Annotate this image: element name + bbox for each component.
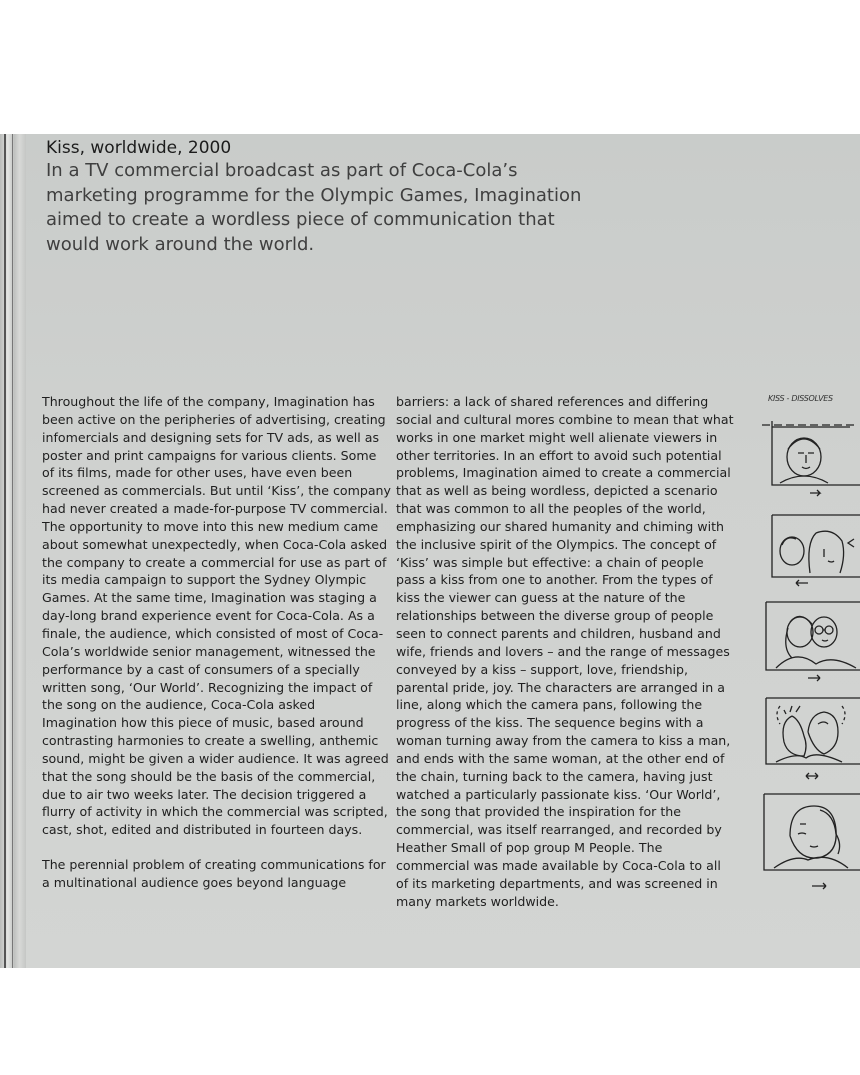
article-heading: Kiss, worldwide, 2000 (46, 138, 232, 158)
body-paragraph: Throughout the life of the company, Imagination has been active on the peripheries of advertising, creating infomercials and designing sets for TV ads, as well as poster and print campaigns for various clients. Some of its films, made for other uses, have even been screened as commercials. But until ‘Kiss’, the company had never created a made-for-purpose TV commercial. The opportunity to move into this new medium came about somewhat unexpectedly, when Coca-Cola asked the company to create a commercial for use as part of its media campaign to support the Sydney Olympic Games. At the same time, Imagination was staging a day-long brand experience event for Coca-Cola. As a finale, the audience, which consisted of most of Coca-Cola’s worldwide senior management, witnessed the performance by a cast of consumers of a specially written song, ‘Our World’. Recognizing the impact of the song on the audience, Coca-Cola asked Imagination how this piece of music, based around contrasting harmonies to create a swelling, anthemic sound, might be given a wider audience. It was agreed that the song should be the basis of the commercial, due to air two weeks later. The decision triggered a flurry of activity in which the commercial was scripted, cast, shot, edited and distributed in fourteen days. (42, 394, 391, 838)
storyboard-frame-couple (762, 598, 860, 686)
binding-edge-line (12, 134, 13, 968)
body-column-left (42, 393, 392, 909)
article-lead: In a TV commercial broadcast as part of Coca-Cola’s marketing programme for the Olympic Games, Imagination aimed to create a wordless piece of communication that would work around the world. (46, 160, 582, 255)
book-binding (0, 134, 26, 968)
book-page (0, 134, 860, 968)
body-paragraph: The perennial problem of creating communications for a multinational audience goes beyond language (42, 857, 386, 890)
binding-edge-line (4, 134, 6, 968)
storyboard-frame-woman-turns (766, 509, 860, 591)
storyboard-frame-woman-returns (760, 790, 860, 900)
body-paragraph: barriers: a lack of shared references and differing social and cultural mores combine to mean that what works in one market might well alienate viewers in other territories. In an effort to avoid such potential problems, Imagination aimed to create a commercial that as well as being wordless, depicted a scenario that was common to all the peoples of the world, emphasizing our shared humanity and chiming with the inclusive spirit of the Olympics. The concept of ‘Kiss’ was simple but effective: a chain of people pass a kiss from one to another. From the types of kiss the viewer can guess at the nature of the relationships between the diverse group of people seen to connect parents and children, husband and wife, friends and lovers – and the range of messages conveyed by a kiss – support, love, friendship, parental pride, joy. The characters are arranged in a line, along which the camera pans, following the progress of the kiss. The sequence begins with a woman turning away from the camera to kiss a man, and ends with the same woman, at the other end of the chain, turning back to the camera, having just watched a particularly passionate kiss. ‘Our World’, the song that provided the inspiration for the commercial, was itself rearranged, and recorded by Heather Small of pop group M People. The commercial was made available by Coca-Cola to all of its marketing departments, and was screened in many markets worldwide. (396, 394, 734, 909)
storyboard-frame-kiss (762, 692, 860, 782)
storyboard-frame-woman-face (760, 419, 860, 501)
body-column-right (396, 393, 736, 927)
storyboard-caption: KISS - DISSOLVES (768, 394, 833, 403)
